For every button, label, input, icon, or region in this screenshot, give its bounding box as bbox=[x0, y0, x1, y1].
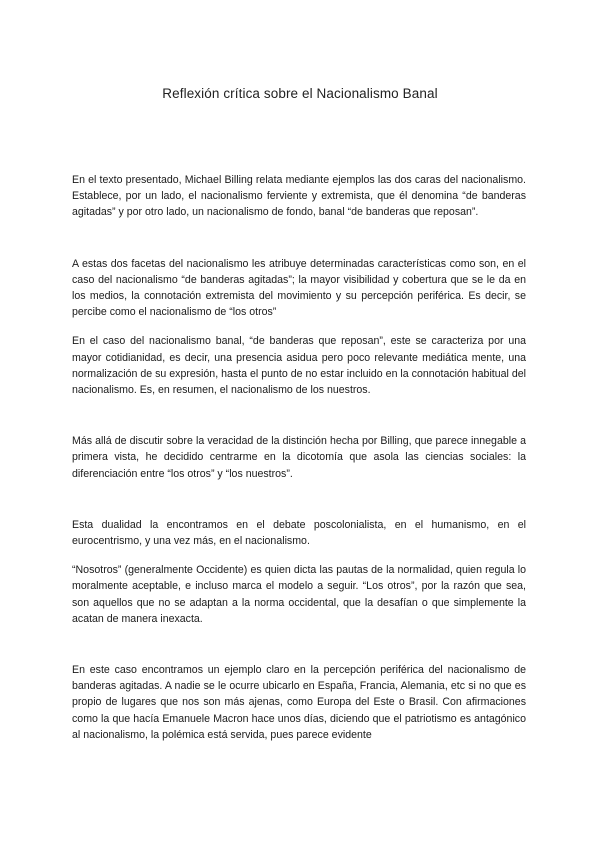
paragraph-5: Esta dualidad la encontramos en el debate poscolonialista, en el humanismo, en el eurocentrismo, y una vez más, en el nacionalismo. bbox=[72, 518, 526, 548]
paragraph-spacer bbox=[72, 549, 526, 562]
paragraph-4: Más allá de discutir sobre la veracidad de la distinción hecha por Billing, que parece innegable a primera vista, he decidido centrarme en la dicotomía que asola las ciencias sociales: la diferenciación entre “los otros” y “los nuestros”. bbox=[72, 435, 526, 480]
paragraph-spacer bbox=[72, 320, 526, 333]
paragraph-spacer bbox=[72, 398, 526, 433]
paragraph-spacer bbox=[72, 627, 526, 662]
paragraph-6: “Nosotros” (generalmente Occidente) es quien dicta las pautas de la normalidad, quien regula lo moralmente aceptable, e incluso marca el modelo a seguir. “Los otros”, por la razón que sea, son aquellos que no se adaptan a la norma occidental, que la desafían o que simplemente la acatan de manera inexacta. bbox=[72, 564, 526, 625]
document-title: Reflexión crítica sobre el Nacionalismo Banal bbox=[162, 86, 438, 101]
paragraph-spacer bbox=[72, 482, 526, 517]
paragraph-2: A estas dos facetas del nacionalismo les atribuye determinadas características como son, en el caso del nacionalismo “de banderas agitadas”; la mayor visibilidad y cobertura que se le da en los medios, la connotación extremista del movimiento y su percepción periférica. Es decir, se percibe como el nacionalismo de “los otros” bbox=[72, 257, 526, 319]
document-body bbox=[72, 172, 526, 743]
paragraph-1: En el texto presentado, Michael Billing relata mediante ejemplos las dos caras del nacionalismo. Establece, por un lado, el nacionalismo ferviente y extremista, que él denomina “de banderas agitadas” y por otro lado, un nacionalismo de fondo, banal “de banderas que reposan”. bbox=[72, 174, 526, 219]
paragraph-3: En el caso del nacionalismo banal, “de banderas que reposan”, este se caracteriza por una mayor cotidianidad, es decir, una presencia asidua pero poco relevante mediática mente, una normalización de su expresión, hasta el punto de no estar incluido en la connotación habitual del nacionalismo. Es, en resumen, el nacionalismo de los nuestros. bbox=[72, 335, 526, 397]
paragraph-7: En este caso encontramos un ejemplo claro en la percepción periférica del nacionalismo de banderas agitadas. A nadie se le ocurre ubicarlo en España, Francia, Alemania, etc si no que es propio de lugares que nos son más ajenas, como Europa del Este o Brasil. Con afirmaciones como la que hacía Emanuele Macron hace unos días, diciendo que el patriotismo es antagónico al nacionalismo, la polémica está servida, pues parece evidente bbox=[72, 664, 526, 741]
paragraph-spacer bbox=[72, 221, 526, 256]
